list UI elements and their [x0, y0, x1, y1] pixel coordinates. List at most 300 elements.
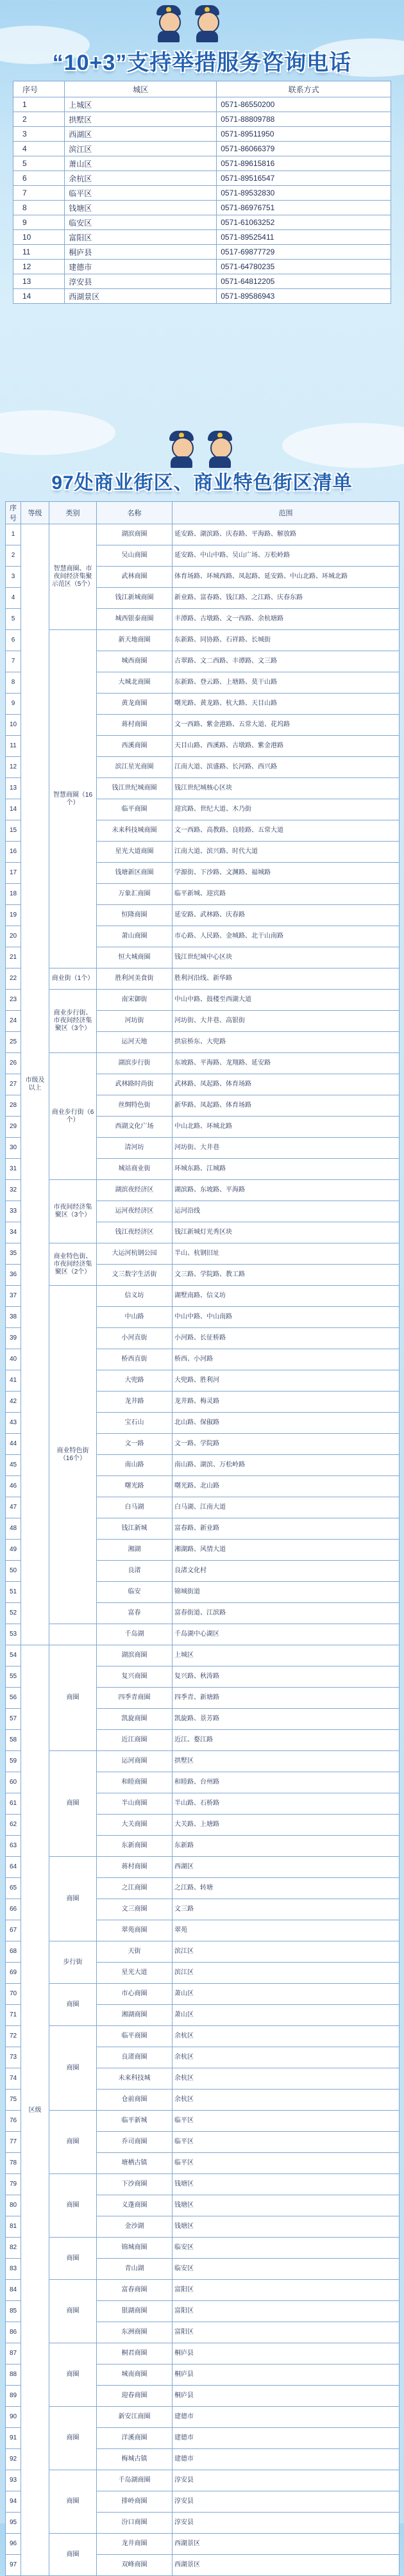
district-range: 良渚文化村: [173, 1561, 400, 1582]
row-number: 81: [6, 2216, 21, 2238]
category-cell: 商圈: [49, 2111, 97, 2174]
row-number: 64: [6, 1857, 21, 1878]
district-name: 富春商圈: [97, 2280, 173, 2301]
row-number: 39: [6, 1328, 21, 1349]
district-name: 文三数字生活街: [97, 1265, 173, 1286]
district-range: 钱江新城灯光秀区块: [173, 1222, 400, 1243]
district-range: 锦城街道: [173, 1582, 400, 1603]
district-range: 运河沿线: [173, 1201, 400, 1222]
cloud-decoration: [0, 410, 115, 455]
district-name: 临平区: [65, 186, 217, 201]
district-name: 西溪商圈: [97, 736, 173, 757]
district-name: 四季青商圈: [97, 1688, 173, 1709]
district-name: 半山商圈: [97, 1793, 173, 1815]
district-row: [6, 1645, 400, 1666]
district-name: 临平商圈: [97, 799, 173, 820]
row-number: 24: [6, 1011, 21, 1032]
row-number: 27: [6, 1074, 21, 1095]
phone-number: 0571-89516547: [217, 171, 391, 186]
district-row: [6, 990, 400, 1011]
district-range: 延安路、湖滨路、庆春路、平海路、解放路: [173, 524, 400, 545]
category-cell: 步行街: [49, 1941, 97, 1984]
row-number: 52: [6, 1603, 21, 1624]
district-range: 曙光路、黄龙路、杭大路、天目山路: [173, 694, 400, 715]
hotline-row: [13, 230, 391, 245]
district-name: 湖滨步行街: [97, 1053, 173, 1074]
district-range: 淳安县: [173, 2491, 400, 2513]
district-name: 西湖区: [65, 127, 217, 142]
district-range: 市心路、人民路、金城路、北干山南路: [173, 926, 400, 947]
district-range: 龙井路、梅灵路: [173, 1392, 400, 1413]
district-range: 大关路、上塘路: [173, 1815, 400, 1836]
phone-number: 0571-89525411: [217, 230, 391, 245]
district-name: 龙井路: [97, 1392, 173, 1413]
district-range: 曙光路、北山路: [173, 1476, 400, 1497]
district-name: 未来科技城商圈: [97, 820, 173, 842]
district-range: 新华路、凤起路、体育场路: [173, 1095, 400, 1117]
level-cell: 区级: [21, 1645, 49, 2576]
row-number: 72: [6, 2026, 21, 2047]
header-level: 等级: [21, 502, 49, 524]
district-name: 吴山商圈: [97, 545, 173, 567]
row-number: 12: [13, 260, 65, 274]
district-name: 桐庐县: [65, 245, 217, 260]
district-name: 汾口商圈: [97, 2513, 173, 2534]
phone-number: 0571-64812205: [217, 274, 391, 289]
category-cell: 智慧商圈、市夜间经济集聚示范区（5个）: [49, 524, 97, 630]
category-cell: 商圈: [49, 1857, 97, 1941]
row-number: 93: [6, 2470, 21, 2491]
row-number: 86: [6, 2322, 21, 2343]
hotline-row: [13, 274, 391, 289]
phone-number: 0571-89615816: [217, 156, 391, 171]
row-number: 3: [13, 127, 65, 142]
district-name: 翠苑商圈: [97, 1920, 173, 1941]
district-name: 下沙商圈: [97, 2174, 173, 2195]
district-name: 萧山商圈: [97, 926, 173, 947]
row-number: 4: [6, 588, 21, 609]
district-range: 迎宾路、世纪大道、木乃街: [173, 799, 400, 820]
row-number: 92: [6, 2449, 21, 2470]
row-number: 3: [6, 567, 21, 588]
district-name: 城南商圈: [97, 2364, 173, 2386]
district-name: 钱江世纪城商圈: [97, 778, 173, 799]
district-name: 富阳区: [65, 230, 217, 245]
district-range: 富春街道、江滨路: [173, 1603, 400, 1624]
district-name: 钱江新城: [97, 1518, 173, 1540]
row-number: 60: [6, 1772, 21, 1793]
hotline-row: [13, 171, 391, 186]
row-number: 30: [6, 1138, 21, 1159]
district-name: 蒋村商圈: [97, 715, 173, 736]
district-name: 南宋御街: [97, 990, 173, 1011]
mascot-officer-icon: [167, 431, 196, 468]
district-range: 余杭区: [173, 2026, 400, 2047]
hotline-row: [13, 215, 391, 230]
mascot-officer-icon: [154, 5, 183, 42]
row-number: 22: [6, 968, 21, 990]
category-cell: 商业步行街、市夜间经济集聚区（3个）: [49, 990, 97, 1053]
district-name: 东新商圈: [97, 1836, 173, 1857]
district-range: 桐庐县: [173, 2364, 400, 2386]
row-number: 63: [6, 1836, 21, 1857]
category-cell: 商业特色街、市夜间经济集聚区（2个）: [49, 1243, 97, 1286]
category-cell: 市夜间经济集聚区（3个）: [49, 1180, 97, 1243]
row-number: 82: [6, 2238, 21, 2259]
row-number: 6: [6, 630, 21, 651]
district-range: 延安路、武林路、庆春路: [173, 905, 400, 926]
row-number: 65: [6, 1878, 21, 1899]
district-name: 大兜路: [97, 1370, 173, 1392]
district-name: 湖滨商圈: [97, 524, 173, 545]
row-number: 87: [6, 2343, 21, 2364]
hotline-row: [13, 142, 391, 156]
district-range: 桐庐县: [173, 2343, 400, 2364]
row-number: 50: [6, 1561, 21, 1582]
hotline-row: [13, 156, 391, 171]
district-row: [6, 524, 400, 545]
district-range: 富阳区: [173, 2301, 400, 2322]
district-range: 临平区: [173, 2153, 400, 2174]
district-row: [6, 1286, 400, 1307]
district-range: 环城东路、江城路: [173, 1159, 400, 1180]
category-cell: 智慧商圈（16个）: [49, 630, 97, 968]
district-range: 湖滨路、东坡路、平海路: [173, 1180, 400, 1201]
district-range: 淳安县: [173, 2470, 400, 2491]
row-number: 80: [6, 2195, 21, 2216]
district-name: 大运河杭钢公园: [97, 1243, 173, 1265]
header-range: 范围: [173, 502, 400, 524]
district-range: 余杭区: [173, 2047, 400, 2068]
district-range: 余杭区: [173, 2090, 400, 2111]
phone-number: 0571-64780235: [217, 260, 391, 274]
row-number: 59: [6, 1751, 21, 1772]
district-range: 河坊街、大井巷、高银街: [173, 1011, 400, 1032]
district-row: [6, 1984, 400, 2005]
district-row: [6, 1857, 400, 1878]
district-name: 河坊街: [97, 1011, 173, 1032]
district-name: 钱江新城商圈: [97, 588, 173, 609]
district-range: 北山路、保俶路: [173, 1413, 400, 1434]
hotline-row: [13, 186, 391, 201]
district-name: 双峰商圈: [97, 2555, 173, 2576]
phone-number: 0571-86976751: [217, 201, 391, 215]
district-range: 文三路、学院路、教工路: [173, 1265, 400, 1286]
category-cell: 商业特色街（16个）: [49, 1286, 97, 1624]
section1-title: “10+3”支持举措服务咨询电话: [52, 51, 352, 75]
district-name: 淳安县: [65, 274, 217, 289]
row-number: 9: [6, 694, 21, 715]
row-number: 75: [6, 2090, 21, 2111]
district-name: 南山路: [97, 1455, 173, 1476]
row-number: 2: [6, 545, 21, 567]
district-name: 锦城商圈: [97, 2238, 173, 2259]
district-range: 桥西、小河路: [173, 1349, 400, 1370]
phone-number: 0571-61063252: [217, 215, 391, 230]
district-name: 信义坊: [97, 1286, 173, 1307]
district-name: 城西商圈: [97, 651, 173, 672]
district-range: 古翠路、文二西路、丰谭路、文三路: [173, 651, 400, 672]
district-range: 河坊街、大井巷: [173, 1138, 400, 1159]
row-number: 57: [6, 1709, 21, 1730]
row-number: 38: [6, 1307, 21, 1328]
phone-number: 0571-89532830: [217, 186, 391, 201]
row-number: 96: [6, 2534, 21, 2555]
district-name: 城西银泰商圈: [97, 609, 173, 630]
district-range: 学源街、下沙路、文渊路、福城路: [173, 863, 400, 884]
category-cell: 商业步行街（6个）: [49, 1053, 97, 1180]
phone-number: 0571-88809788: [217, 112, 391, 127]
district-range: 体育场路、环城西路、凤起路、延安路、中山北路、环城北路: [173, 567, 400, 588]
district-row: [6, 1053, 400, 1074]
district-name: 仓前商圈: [97, 2090, 173, 2111]
row-number: 13: [6, 778, 21, 799]
district-name: 清河坊: [97, 1138, 173, 1159]
district-range: 东新路: [173, 1836, 400, 1857]
category-cell: 商圈: [49, 2534, 97, 2576]
district-range: 中山北路、环城北路: [173, 1117, 400, 1138]
row-number: 19: [6, 905, 21, 926]
district-name: 蒋村商圈: [97, 1857, 173, 1878]
district-range: 西湖景区: [173, 2555, 400, 2576]
row-number: 71: [6, 2005, 21, 2026]
district-name: 武林商圈: [97, 567, 173, 588]
row-number: 89: [6, 2386, 21, 2407]
district-range: 文一路、学院路: [173, 1434, 400, 1455]
district-range: 钱塘区: [173, 2216, 400, 2238]
district-range: 余杭区: [173, 2068, 400, 2090]
district-range: 文三路: [173, 1899, 400, 1920]
category-cell: 商圈: [49, 2026, 97, 2111]
district-name: 文三商圈: [97, 1899, 173, 1920]
district-range: 临平区: [173, 2111, 400, 2132]
district-name: 复兴商圈: [97, 1666, 173, 1688]
row-number: 14: [6, 799, 21, 820]
row-number: 9: [13, 215, 65, 230]
district-row: [6, 2111, 400, 2132]
district-name: 湖滨商圈: [97, 1645, 173, 1666]
hotline-table-header: [13, 81, 391, 97]
district-range: 建德市: [173, 2449, 400, 2470]
district-name: 湘湖: [97, 1540, 173, 1561]
district-name: 桥西直街: [97, 1349, 173, 1370]
district-name: 钱塘区: [65, 201, 217, 215]
row-number: 90: [6, 2407, 21, 2428]
row-number: 16: [6, 842, 21, 863]
district-range: 江南大道、滨盛路、长河路、西兴路: [173, 757, 400, 778]
district-name: 未来科技城: [97, 2068, 173, 2090]
phone-number: 0571-86066379: [217, 142, 391, 156]
district-name: 钱江夜经济区: [97, 1222, 173, 1243]
district-name: 万象汇商圈: [97, 884, 173, 905]
district-name: 金沙湖: [97, 2216, 173, 2238]
district-range: 延安路、中山中路、吴山广场、万松岭路: [173, 545, 400, 567]
district-name: 曙光路: [97, 1476, 173, 1497]
district-name: 临安: [97, 1582, 173, 1603]
hotline-row: [13, 260, 391, 274]
district-row: [6, 2238, 400, 2259]
district-name: 滨江区: [65, 142, 217, 156]
category-cell: 商圈: [49, 1751, 97, 1857]
district-name: 近江商圈: [97, 1730, 173, 1751]
district-name: 市心商圈: [97, 1984, 173, 2005]
district-name: 城站商业街: [97, 1159, 173, 1180]
district-name: 钱塘新区商圈: [97, 863, 173, 884]
row-number: 70: [6, 1984, 21, 2005]
district-range: 半山路、石桥路: [173, 1793, 400, 1815]
district-range: 钱江世纪城中心区块: [173, 947, 400, 968]
row-number: 42: [6, 1392, 21, 1413]
district-range: 拱宸桥东、大兜路: [173, 1032, 400, 1053]
row-number: 25: [6, 1032, 21, 1053]
district-row: [6, 2280, 400, 2301]
section2-title: 97处商业街区、商业特色街区清单: [51, 472, 353, 494]
district-range: 桐庐县: [173, 2386, 400, 2407]
row-number: 67: [6, 1920, 21, 1941]
district-name: 建德市: [65, 260, 217, 274]
row-number: 23: [6, 990, 21, 1011]
district-range: 钱江世纪城核心区块: [173, 778, 400, 799]
row-number: 51: [6, 1582, 21, 1603]
row-number: 7: [6, 651, 21, 672]
category-cell: 商圈: [49, 2407, 97, 2470]
header-phone: 联系方式: [217, 81, 391, 97]
row-number: 74: [6, 2068, 21, 2090]
category-cell: [49, 1624, 97, 1645]
district-range: 武林路、凤起路、体育场路: [173, 1074, 400, 1095]
phone-number: 0571-89586943: [217, 289, 391, 304]
district-name: 湖滨夜经济区: [97, 1180, 173, 1201]
district-range: 中山中路、中山南路: [173, 1307, 400, 1328]
district-row: [6, 1624, 400, 1645]
row-number: 91: [6, 2428, 21, 2449]
row-number: 94: [6, 2491, 21, 2513]
district-range: 文一西路、高教路、良睦路、五常大道: [173, 820, 400, 842]
district-range: 近江、婺江路: [173, 1730, 400, 1751]
row-number: 8: [13, 201, 65, 215]
level-cell: 市级及以上: [21, 524, 49, 1645]
district-range: 东新路、同协路、石祥路、长城街: [173, 630, 400, 651]
district-range: 临安区: [173, 2259, 400, 2280]
district-name: 临安区: [65, 215, 217, 230]
district-name: 义蓬商圈: [97, 2195, 173, 2216]
district-range: 大兜路、胜利河: [173, 1370, 400, 1392]
district-name: 新安江商圈: [97, 2407, 173, 2428]
district-name: 之江商圈: [97, 1878, 173, 1899]
district-name: 天街: [97, 1941, 173, 1963]
header-name: 名称: [97, 502, 173, 524]
district-range: 南山路、湖滨、万松岭路: [173, 1455, 400, 1476]
district-name: 桐君商圈: [97, 2343, 173, 2364]
district-range: 滨江区: [173, 1963, 400, 1984]
district-name: 洋溪商圈: [97, 2428, 173, 2449]
district-name: 排岭商圈: [97, 2491, 173, 2513]
row-number: 61: [6, 1793, 21, 1815]
row-number: 76: [6, 2111, 21, 2132]
district-name: 拱墅区: [65, 112, 217, 127]
header-no: 序号: [13, 81, 65, 97]
district-name: 文一路: [97, 1434, 173, 1455]
row-number: 95: [6, 2513, 21, 2534]
phone-number: 0517-69877729: [217, 245, 391, 260]
district-name: 梅城古镇: [97, 2449, 173, 2470]
district-range: 淳安县: [173, 2513, 400, 2534]
row-number: 55: [6, 1666, 21, 1688]
row-number: 66: [6, 1899, 21, 1920]
row-number: 17: [6, 863, 21, 884]
row-number: 28: [6, 1095, 21, 1117]
district-range: 凯旋路、景芳路: [173, 1709, 400, 1730]
district-name: 西湖景区: [65, 289, 217, 304]
district-name: 运河天地: [97, 1032, 173, 1053]
district-range: 文一西路、紫金港路、五常大道、花坞路: [173, 715, 400, 736]
district-range: 千岛湖中心湖区: [173, 1624, 400, 1645]
category-cell: 商圈: [49, 2280, 97, 2343]
district-range: 和睦路、台州路: [173, 1772, 400, 1793]
hotline-table: [13, 81, 391, 304]
district-name: 迎春商圈: [97, 2386, 173, 2407]
row-number: 21: [6, 947, 21, 968]
row-number: 8: [6, 672, 21, 694]
district-name: 恒大城商圈: [97, 947, 173, 968]
district-range: 小河路、长征桥路: [173, 1328, 400, 1349]
district-name: 塘栖古镇: [97, 2153, 173, 2174]
district-name: 湘湖商圈: [97, 2005, 173, 2026]
district-range: 富阳区: [173, 2280, 400, 2301]
header-area: 城区: [65, 81, 217, 97]
row-number: 31: [6, 1159, 21, 1180]
district-name: 乔司商圈: [97, 2132, 173, 2153]
category-cell: 商圈: [49, 1645, 97, 1751]
row-number: 13: [13, 274, 65, 289]
row-number: 4: [13, 142, 65, 156]
row-number: 48: [6, 1518, 21, 1540]
category-cell: 商圈: [49, 1984, 97, 2026]
district-name: 丝绸特色街: [97, 1095, 173, 1117]
district-range: 上城区: [173, 1645, 400, 1666]
row-number: 53: [6, 1624, 21, 1645]
district-range: 翠苑: [173, 1920, 400, 1941]
district-name: 上城区: [65, 97, 217, 112]
row-number: 11: [13, 245, 65, 260]
category-cell: 商圈: [49, 2238, 97, 2280]
district-name: 临平新城: [97, 2111, 173, 2132]
row-number: 43: [6, 1413, 21, 1434]
row-number: 5: [13, 156, 65, 171]
row-number: 1: [13, 97, 65, 112]
district-row: [6, 968, 400, 990]
row-number: 1: [6, 524, 21, 545]
row-number: 12: [6, 757, 21, 778]
district-range: 白马湖、江南大道: [173, 1497, 400, 1518]
district-name: 运河商圈: [97, 1751, 173, 1772]
category-cell: 商业街（1个）: [49, 968, 97, 990]
district-range: 江南大道、滨兴路、时代大道: [173, 842, 400, 863]
district-range: 钱塘区: [173, 2195, 400, 2216]
row-number: 18: [6, 884, 21, 905]
district-range: 之江路、转塘: [173, 1878, 400, 1899]
district-name: 和睦商圈: [97, 1772, 173, 1793]
header-category: 类别: [49, 502, 97, 524]
district-name: 胜利河美食街: [97, 968, 173, 990]
district-range: 半山、杭钢旧址: [173, 1243, 400, 1265]
district-table-header: [6, 502, 400, 524]
district-range: 四季青、新塘路: [173, 1688, 400, 1709]
district-range: 萧山区: [173, 1984, 400, 2005]
district-range: 建德市: [173, 2428, 400, 2449]
row-number: 58: [6, 1730, 21, 1751]
district-row: [6, 1941, 400, 1963]
